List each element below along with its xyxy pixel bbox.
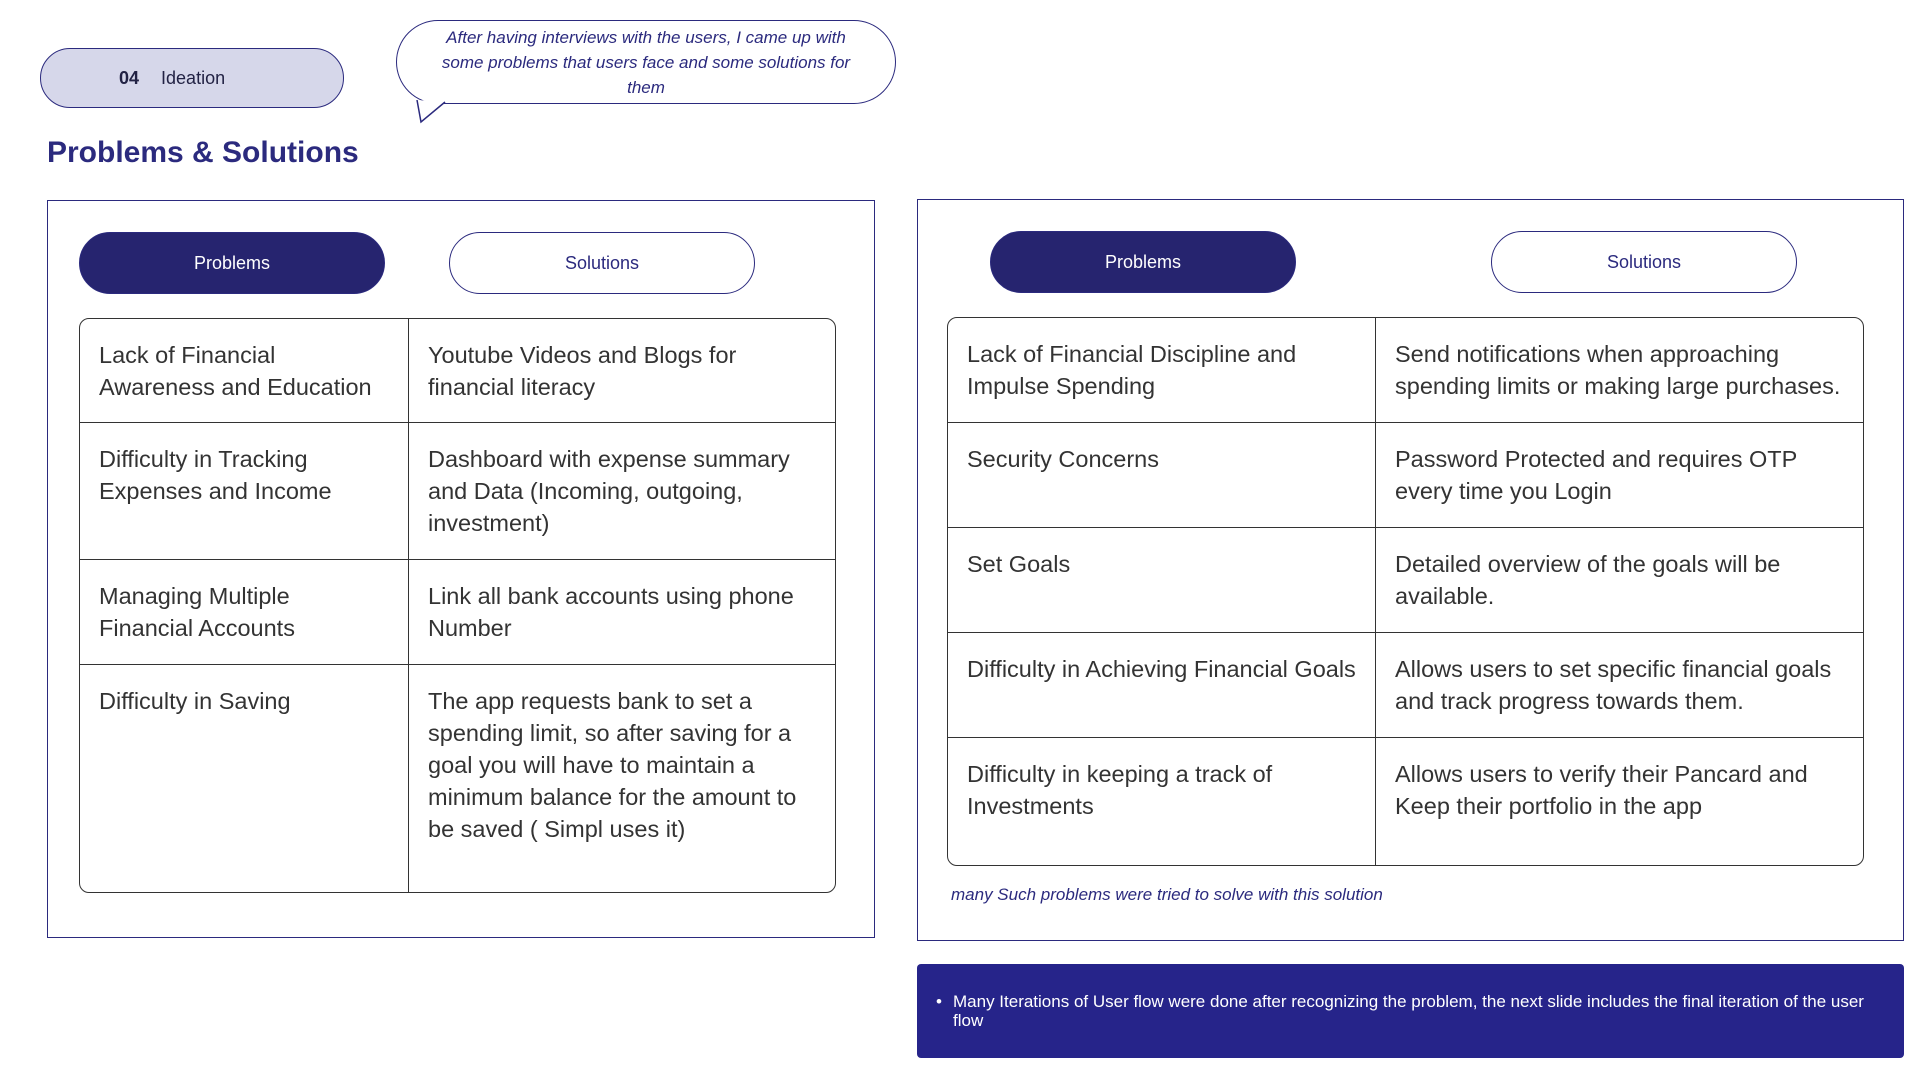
section-indicator bbox=[40, 48, 344, 108]
problem-cell: Set Goals bbox=[948, 528, 1376, 632]
solutions-tab[interactable] bbox=[449, 232, 755, 294]
table-row bbox=[948, 318, 1863, 423]
table-row bbox=[948, 738, 1863, 865]
table-row bbox=[948, 633, 1863, 738]
info-banner bbox=[917, 964, 1904, 1058]
problem-cell: Difficulty in Achieving Financial Goals bbox=[948, 633, 1376, 737]
problem-cell: Lack of Financial Discipline and Impulse Spending bbox=[948, 318, 1376, 422]
speech-bubble-text: After having interviews with the users, I came up with some problems that users face and some solutions for them bbox=[441, 27, 851, 97]
banner-text: • Many Iterations of User flow were done after recognizing the problem, the next slide includes the final iteration of the user flow bbox=[953, 992, 1874, 1030]
problems-solutions-table bbox=[947, 317, 1864, 866]
page-title: Problems & Solutions bbox=[47, 136, 359, 169]
table-row bbox=[948, 423, 1863, 528]
solution-cell: Youtube Videos and Blogs for financial literacy bbox=[428, 342, 737, 400]
problem-cell: Lack of Financial Awareness and Education bbox=[80, 319, 409, 422]
problem-cell: Difficulty in Tracking Expenses and Income bbox=[80, 423, 409, 559]
speech-bubble bbox=[396, 20, 896, 104]
problems-tab-label: Problems bbox=[1104, 251, 1182, 272]
solution-cell: Link all bank accounts using phone Number bbox=[428, 583, 794, 641]
solutions-tab[interactable] bbox=[1491, 231, 1797, 293]
solutions-tab-label: Solutions bbox=[564, 252, 640, 273]
solutions-tab-label: Solutions bbox=[1606, 251, 1682, 272]
section-label: Ideation bbox=[161, 67, 226, 88]
right-panel bbox=[917, 199, 1904, 941]
problems-tab[interactable] bbox=[990, 231, 1296, 293]
banner-list bbox=[953, 992, 1874, 1030]
problem-cell: Difficulty in keeping a track of Investments bbox=[948, 738, 1376, 865]
solution-cell: Detailed overview of the goals will be available. bbox=[1395, 551, 1781, 609]
table-row bbox=[80, 665, 835, 892]
solution-cell: Dashboard with expense summary and Data (Incoming, outgoing, investment) bbox=[428, 446, 790, 536]
speech-bubble-tail-icon bbox=[415, 100, 449, 124]
problems-tab-label: Problems bbox=[193, 252, 271, 273]
solution-cell: Allows users to set specific financial goals and track progress towards them. bbox=[1395, 656, 1832, 714]
solution-cell: The app requests bank to set a spending limit, so after saving for a goal you will have to maintain a minimum balance for the amount to be saved ( Simpl uses it) bbox=[428, 688, 797, 842]
table-row bbox=[80, 560, 835, 665]
solution-cell: Send notifications when approaching spending limits or making large purchases. bbox=[1395, 341, 1841, 399]
problems-solutions-table bbox=[79, 318, 836, 893]
problem-cell: Difficulty in Saving bbox=[80, 665, 409, 892]
problems-tab[interactable] bbox=[79, 232, 385, 294]
table-row bbox=[80, 319, 835, 423]
left-panel bbox=[47, 200, 875, 938]
table-row bbox=[948, 528, 1863, 633]
problem-cell: Managing Multiple Financial Accounts bbox=[80, 560, 409, 664]
solution-cell: Password Protected and requires OTP every time you Login bbox=[1395, 446, 1797, 504]
footnote: many Such problems were tried to solve with this solution bbox=[951, 885, 1383, 904]
problem-cell: Security Concerns bbox=[948, 423, 1376, 527]
section-number: 04 bbox=[119, 67, 140, 88]
table-row bbox=[80, 423, 835, 560]
solution-cell: Allows users to verify their Pancard and Keep their portfolio in the app bbox=[1395, 761, 1808, 819]
